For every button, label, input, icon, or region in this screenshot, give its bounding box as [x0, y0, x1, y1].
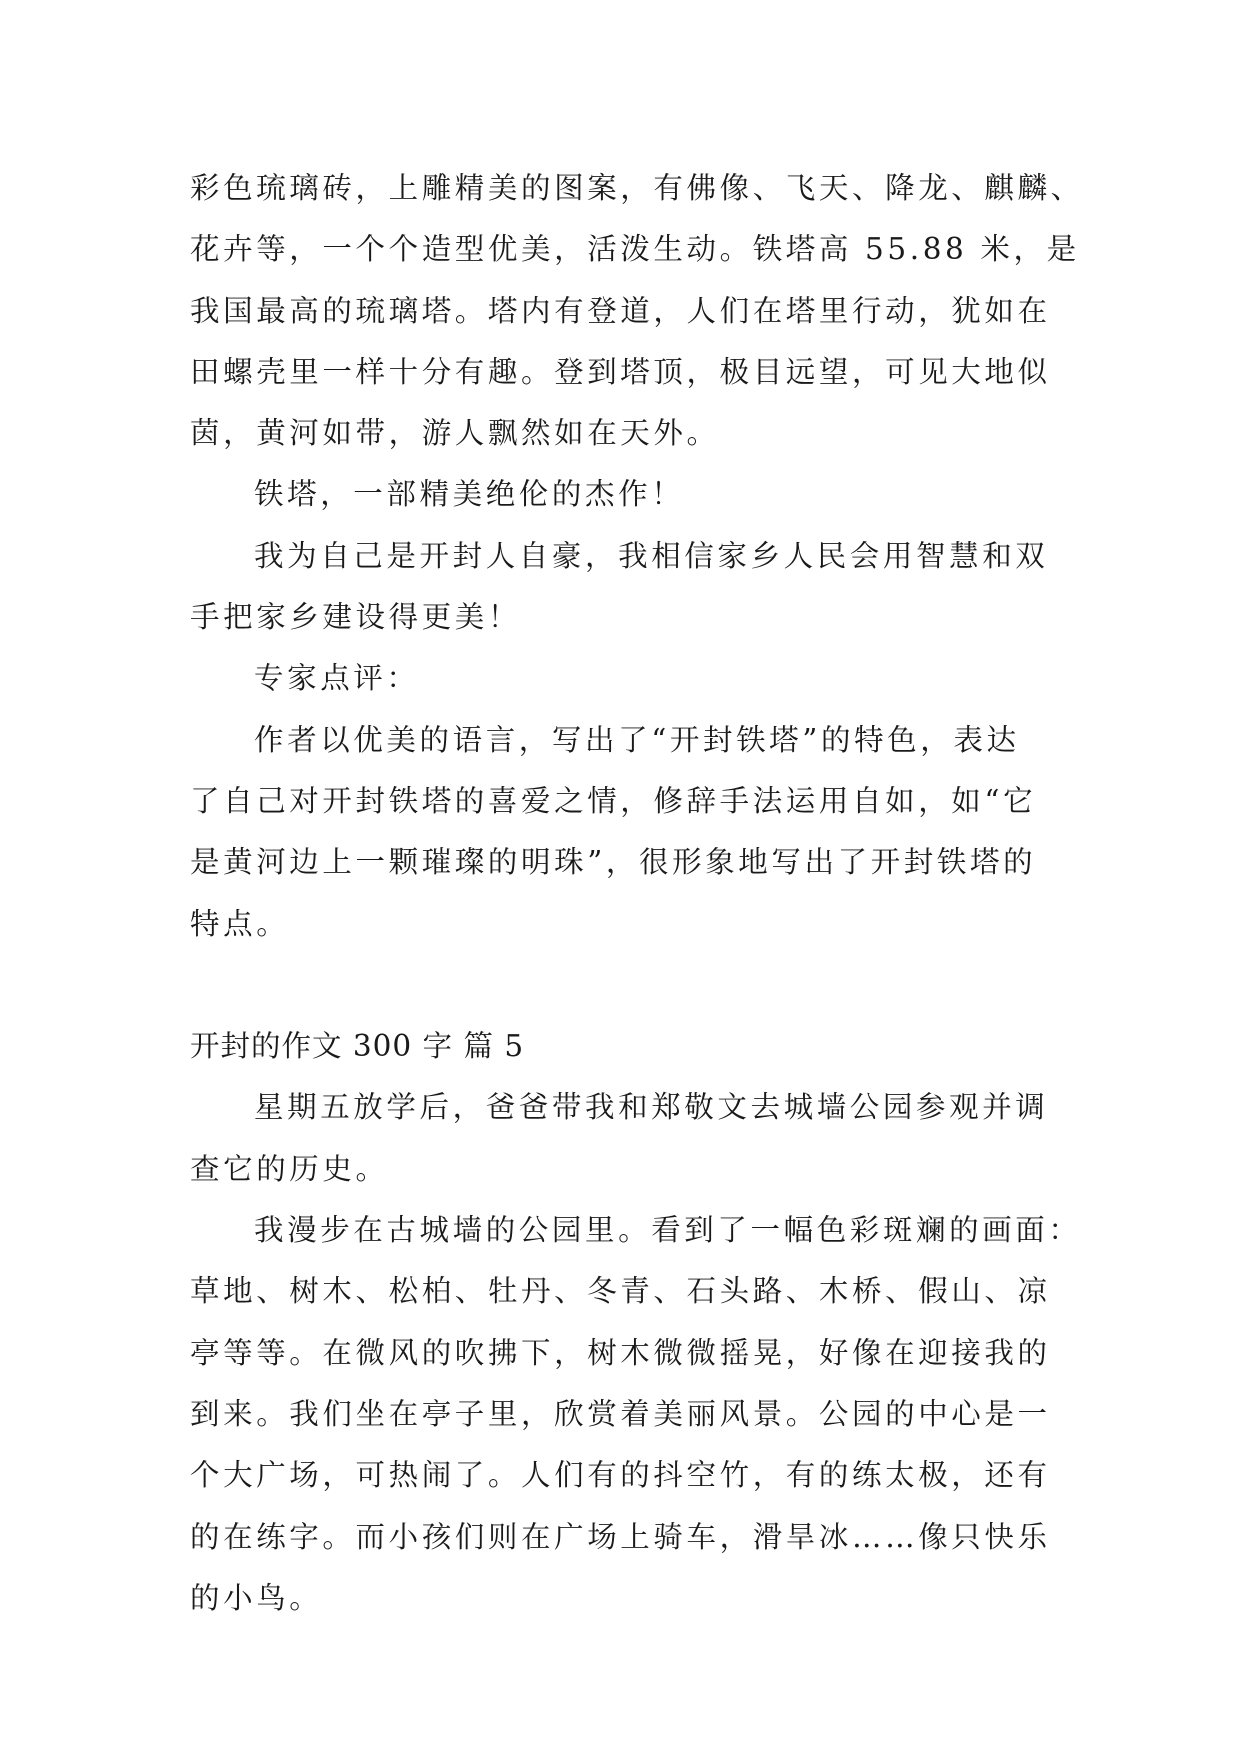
text-line: 我为自己是开封人自豪，我相信家乡人民会用智慧和双: [254, 538, 1049, 573]
text-line: 到来。我们坐在亭子里，欣赏着美丽风景。公园的中心是一: [190, 1396, 1051, 1431]
text-line: 铁塔，一部精美绝伦的杰作！: [254, 477, 685, 512]
text-line: 作者以优美的语言，写出了“开封铁塔”的特色，表达: [254, 722, 1020, 757]
text-line: 我漫步在古城墙的公园里。看到了一幅色彩斑斓的画面：: [254, 1213, 1082, 1248]
text-line: 了自己对开封铁塔的喜爱之情，修辞手法运用自如，如“它: [190, 783, 1037, 818]
text-line: 查它的历史。: [190, 1151, 389, 1186]
blank-line: [190, 955, 1058, 1016]
text-line: 亭等等。在微风的吹拂下，树木微微摇晃，好像在迎接我的: [190, 1335, 1051, 1370]
text-line: 的小鸟。: [190, 1580, 323, 1615]
expert-label: [190, 648, 1058, 709]
section-title: 开封的作文 300 字 篇 5: [190, 1029, 525, 1064]
text-line: 草地、树木、松柏、牡丹、冬青、石头路、木桥、假山、凉: [190, 1274, 1051, 1309]
paragraph-tower-description: [190, 158, 1084, 464]
text-line: 彩色琉璃砖，上雕精美的图案，有佛像、飞天、降龙、麒麟、: [190, 171, 1084, 205]
document-body: [190, 158, 1084, 1629]
paragraph-proud: [190, 526, 1058, 649]
text-line: 专家点评：: [254, 661, 420, 696]
paragraph-expert-comment: [190, 710, 1058, 955]
text-line: 茵，黄河如带，游人飘然如在天外。: [190, 416, 720, 451]
section-heading: [190, 1016, 1058, 1077]
text-line: 花卉等，一个个造型优美，活泼生动。铁塔高 55.88 米，是: [190, 232, 1080, 267]
paragraph-tower-masterpiece: [190, 464, 1058, 525]
text-line: 是黄河边上一颗璀璨的明珠”，很形象地写出了开封铁塔的: [190, 845, 1037, 880]
text-line: 个大广场，可热闹了。人们有的抖空竹，有的练太极，还有: [190, 1458, 1051, 1493]
text-line: 手把家乡建设得更美！: [190, 600, 522, 635]
text-line: 的在练字。而小孩们则在广场上骑车，滑旱冰……像只快乐: [190, 1519, 1051, 1554]
paragraph-park: [190, 1200, 1082, 1629]
paragraph-friday: [190, 1077, 1058, 1200]
text-line: 田螺壳里一样十分有趣。登到塔顶，极目远望，可见大地似: [190, 354, 1051, 389]
text-line: 星期五放学后，爸爸带我和郑敬文去城墙公园参观并调: [254, 1090, 1049, 1125]
text-line: 我国最高的琉璃塔。塔内有登道，人们在塔里行动，犹如在: [190, 293, 1051, 328]
text-line: 特点。: [190, 906, 290, 941]
